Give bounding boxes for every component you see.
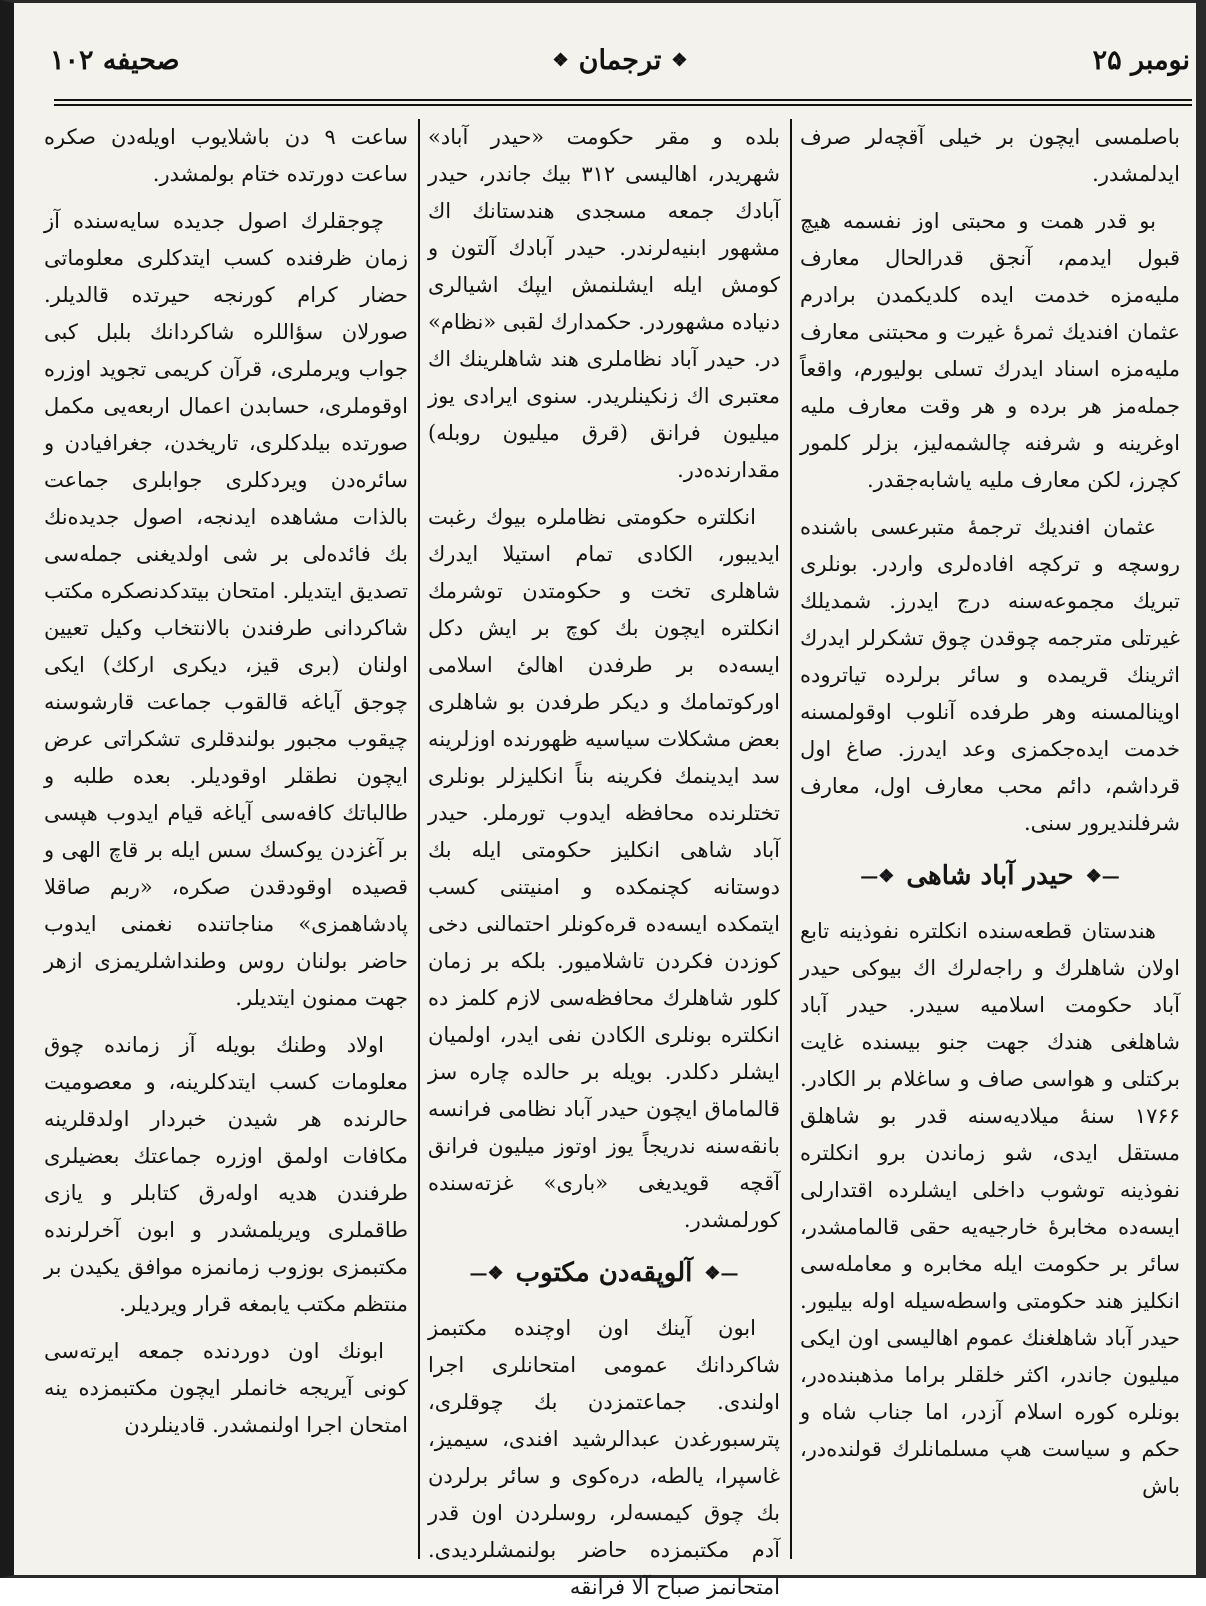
paragraph: اولاد وطنك بويله آز زمانده چوق معلومات كسب ايتدكلرينه، و معصوميت حالرنده هر شيدن خبردار اولدقلرينه مكافات اولمق اوزره جماعتك بعضيلری طرفندن هديه اوله‌رق كتابلر و يازی طاقملری ويريلمشدر و ابون آخرلرنده مكتبمزی بوزوب زمانمزه موافق يكيدن بر منتظم مكتب يابمغه قرار ويرديلر. [44,1033,408,1316]
paragraph: چوجقلرك اصول جديده سايه‌سنده آز زمان ظرفنده كسب ايتدكلری معلوماتی حضار كرام كورنجه حيرتده قالديلر. صورلان سؤاللره شاكردانك بلبل كبی جواب ويرملری، قرآن كريمی تجويد اوزره اوقوملری، حسابدن اعمال اربعه‌يی مكمل صورتده بيلدكلری، تاريخدن، جغرافيادن و سائره‌دن ويردكلری جوابلری جماعت بالذات مشاهده ايدنجه، اصول جديده‌نك بك فائده‌لی بر شی اولديغنی جمله‌سی تصديق ايتديلر. امتحان بيتدكدنصكره مكتب شاكردانی طرفندن بالانتخاب وكيل تعيين اولنان (برى قيز، ديكری اركك) ايكی چوجق آياغه قالقوب جماعت قارشوسنه چيقوب مجبور بولندقلری تشكراتی عرض ايچون نطقلر اوقوديلر. بعده طلبه و طالباتك كافه‌سی آياغه قيام ايدوب هپسی بر آغزدن يوكسك سس ايله بر قاچ الهی و قصيده اوقودقدن صكره، «ربم صاقلا پادشاهمزی» مناجاتنده نغمنی ايدوب حاضر بولنان روس وطنداشلريمزی ازهر جهت ممنون ايتديلر. [44,209,408,1010]
right-column [800,119,1180,1559]
paragraph: هندستان قطعه‌سنده انكلتره نفوذينه تابع اولان شاهلرك و راجه‌لرك اك بيوكی حيدر آباد حكومت اسلاميه سيدر. حيدر آباد شاهلغی هندك جهت جنو بيسنده غايت بركتلی و هواسی صاف و ساغلام بر الكادر. ۱۷۶۶ سنهٔ ميلاديه‌سنه قدر بو شاهلق مستقل ايدی، شو زماندن برو انكلتره نفوذينه توشوب داخلی ايشلرده اقتدارلی ايسه‌ده مخابرهٔ خارجيه‌يه حقی قالمامشدر، سائر بر حكومت ايله مخابره و معامله‌سی انكليز هند حكومتی واسطه‌سيله اوله بيليور. حيدر آباد شاهلغنك عموم اهاليسی اون ايكی ميليون جاندر، اكثر خلقلر براما مذهبنده‌در، بونلره كوره اسلام آزدر، اما جناب شاه و حكم و سياست هپ مسلمانلرك قولنده‌در، باش [800,919,1180,1498]
paragraph: بو قدر همت و محبتی اوز نفسمه هيچ قبول ايدمم، آنجق قدرالحال معارف مليه‌مزه خدمت ايده كلديكمدن برادرم عثمان افنديك ثمرهٔ غيرت و محبتنی معارف مليه‌مزه اسناد ايدرك تسلی بوليورم، واقعاً جمله‌مز هر برده و هر وقت معارف مليه اوغرينه و شرفنه چالشمه‌ليز، بزلر كلمور كچرز، لكن معارف مليه ياشابه‌جقدر. [800,209,1180,492]
section-heading [428,1255,780,1292]
header-rule [54,104,1192,106]
column-divider [790,119,792,1559]
ornament-icon: ❖— [469,1263,504,1284]
header-rule [54,99,1192,101]
ornament-icon: ❖ [552,50,569,71]
paragraph: ساعت ۹ دن باشلايوب اويله‌دن صكره ساعت دورتده ختام بولمشدر. [44,125,408,186]
paragraph: ابونك اون دوردنده جمعه ايرته‌سی كونی آيريجه خانملر ايچون مكتبمزده ينه امتحان اجرا اولنمشدر. قادينلردن [44,1339,408,1437]
ornament-icon: ❖— [860,866,895,887]
section-title: آلوپقه‌دن مكتوب [515,1258,693,1288]
ornament-icon: —❖ [704,1263,739,1284]
issue-date: نومبر ۲۵ [1092,45,1190,76]
ornament-icon: ❖ [671,50,688,71]
page-header [44,41,1196,101]
newspaper-masthead [552,45,687,76]
section-title: حيدر آباد شاهی [906,861,1074,891]
middle-column [428,119,780,1599]
newspaper-title: ترجمان [578,45,662,76]
paragraph: ابون آينك اون اوچنده مكتبمز شاكردانك عمومی امتحانلری اجرا اولندی. جماعتمزدن بك چوقلری، پترسبورغدن عبدالرشيد افندی، سيميز، غاسپرا، يالطه، دره‌كوی و سائر برلردن بك چوق كيمسه‌لر، روسلردن اون قدر آدم مكتبمزده حاضر بولنمشلرديدی. امتحانمز صباح آلا فرانقه [428,1316,780,1599]
left-column [44,119,408,1559]
page-number: صحيفه ۱۰۲ [50,45,180,76]
paragraph: انكلتره حكومتی نظاملره بيوك رغبت ايديبور، الكادی تمام استيلا ايدرك شاهلری تخت و حكومتدن توشرمك انكلتره ايچون بك كوچ بر ايش دكل ايسه‌ده بر طرفدن اهالئ اسلامی اوركوتمامك و ديكر طرفدن بو شاهلری بعض مشكلات سياسيه ظهورنده اوزلرينه سد ايدينمك فكرينه بناً انكليزلر بونلری تختلرنده محافظه ايدوب تورملر. حيدر آباد شاهی انكليز حكومتی ايله بك دوستانه كچنمكده و امنيتنی كسب ايتمكده ايسه‌ده قره‌كونلر احتمالنی دخی كوزدن فكردن تاشلاميور. بلكه بر زمان كلور شاهلرك محافظه‌سی لازم كلمز ده انكلتره بونلری الكادن نفی ايدر، اولميان ايشلر دكلدر. بويله بر حالده چاره سز قالماماق ايچون حيدر آباد نظامی فرانسه بانقه‌سنه ندريجاً يوز اوتوز ميليون فرانق آقچه قويديغی «بارى» غزته‌سنده كورلمشدر. [428,505,780,1232]
paragraph: باصلمسی ايچون بر خيلی آقچه‌لر صرف ايدلمشدر. [800,125,1180,186]
section-heading [800,858,1180,895]
ornament-icon: —❖ [1085,866,1120,887]
column-divider [418,119,420,1559]
paragraph: عثمان افنديك ترجمهٔ متبرعسی باشنده روسچه و تركچه افاده‌لری واردر. بونلری تبريك مجموعه‌سنه درج ايدرز. شمديلك غيرتلی مترجمه چوقدن چوق تشكرلر ايدرك اثرينك قريمده و سائر برلرده تياتروده اوينالمسنه وهر طرفده آنلوب اوقولمسنه خدمت ايده‌جكمزی وعد ايدرز. صاغ اول قرداشم، دائم محب معارف اول، معارف شرفلنديرور سنی. [800,515,1180,835]
paragraph: بلده و مقر حكومت «حيدر آباد» شهريدر، اهاليسی ۳۱۲ بيك جاندر، حيدر آبادك جمعه مسجدی هندستانك اك مشهور ابنيه‌لرندر. حيدر آبادك آلتون و كومش ايله ايشلنمش ايپك اشيالری دنياده مشهوردر. حكمدارك لقبی «نظام» در. حيدر آباد نظاملری هند شاهلرينك اك معتبری اك زنكينلريدر. سنوی ايرادی يوز ميليون فرانق (قرق ميليون روبله) مقدارنده‌در. [428,125,780,482]
